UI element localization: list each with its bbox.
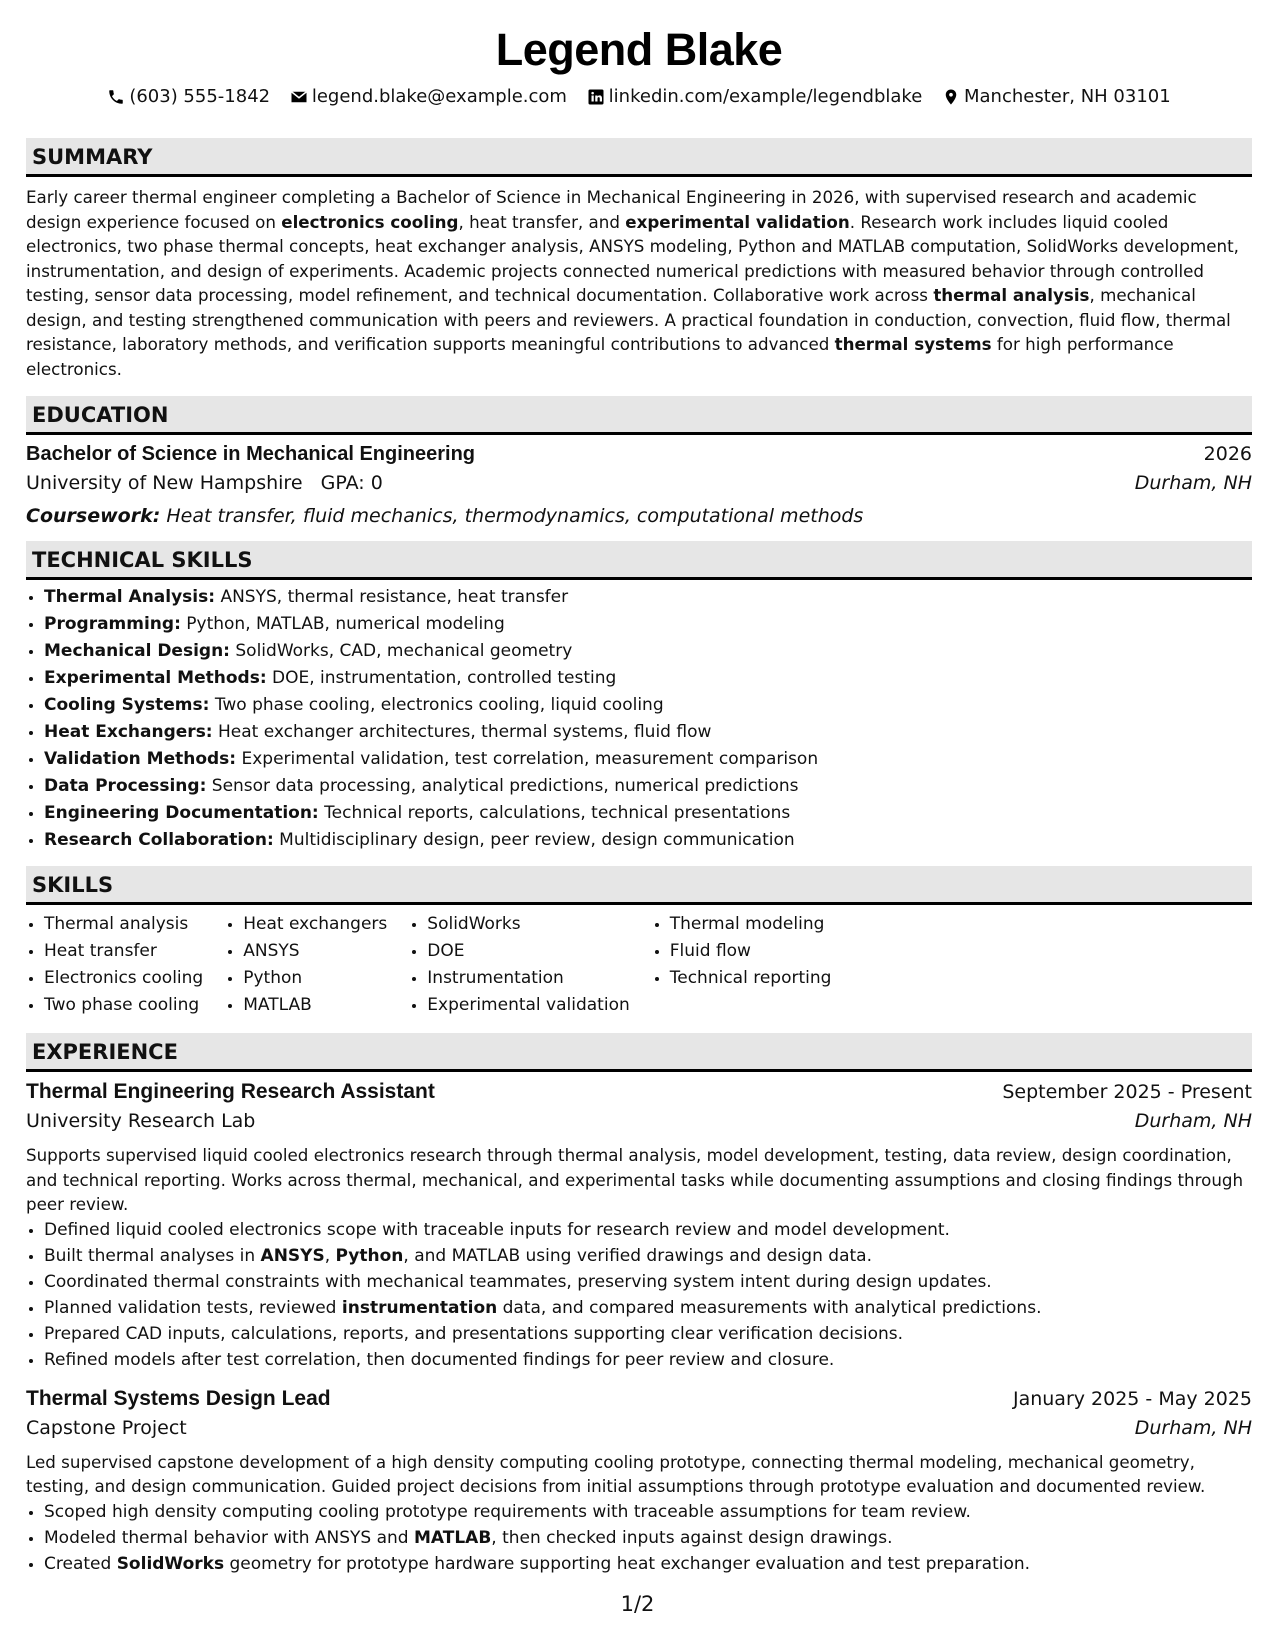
- text-run: Scoped high density computing cooling prototype requirements with traceable assumptions for team review.: [44, 1501, 971, 1522]
- bold-text: MATLAB: [413, 1527, 492, 1548]
- contact-line: [26, 82, 1252, 112]
- job-bullet: [44, 1499, 1252, 1525]
- experience-list: [26, 1080, 1252, 1577]
- skill-item: • Thermal modeling: [670, 911, 832, 938]
- location-text: Manchester, NH 03101: [964, 86, 1171, 107]
- text-run: . Research work includes liquid cooled electronics, two phase thermal concepts, heat exchanger analysis, ANSYS modeling, Python and MATLAB computation, SolidWorks development, instrumentation, and design of experiments. Academic projects connected numerical predictions with measured behavior through controlled testing, sensor data processing, model refinement, and technical documentation. Collaborative work across: [26, 211, 1239, 305]
- text-run: , and MATLAB using verified drawings and design data.: [403, 1245, 872, 1266]
- skill-category: Experimental Methods:: [44, 668, 267, 688]
- text-run: for high performance electronics.: [26, 334, 1174, 379]
- job-title: Thermal Engineering Research Assistant: [26, 1080, 435, 1103]
- skill-item: • DOE: [427, 938, 629, 965]
- job-entry: [26, 1080, 1252, 1373]
- technical-skills-heading: TECHNICAL SKILLS: [26, 541, 1252, 580]
- bold-text: ANSYS: [260, 1245, 325, 1266]
- bold-text: thermal analysis: [933, 285, 1090, 305]
- bold-text: SolidWorks: [116, 1553, 225, 1574]
- bold-text: experimental validation: [625, 211, 850, 232]
- envelope-icon: [290, 88, 308, 106]
- technical-skill-item: [44, 611, 1252, 638]
- technical-skill-item: [44, 719, 1252, 746]
- job-bullet: [44, 1347, 1252, 1373]
- job-dates: January 2025 - May 2025: [1012, 1387, 1252, 1410]
- job-bullets: [26, 1217, 1252, 1373]
- contact-email[interactable]: [290, 82, 567, 112]
- linkedin-text: linkedin.com/example/legendblake: [608, 86, 923, 107]
- skill-item: • Heat exchangers: [243, 911, 387, 938]
- skill-detail: ANSYS, thermal resistance, heat transfer: [215, 587, 569, 607]
- skill-item: • Two phase cooling: [44, 992, 203, 1019]
- bold-text: electronics cooling: [281, 211, 459, 232]
- map-pin-icon: [942, 88, 960, 106]
- skills-grid: [26, 911, 1252, 1019]
- text-run: Modeled thermal behavior with ANSYS and: [44, 1527, 414, 1548]
- bold-text: instrumentation: [341, 1297, 498, 1318]
- job-bullet: [44, 1551, 1252, 1577]
- technical-skill-item: [44, 665, 1252, 692]
- page-number: 1/2: [620, 1592, 655, 1616]
- job-bullets: [26, 1499, 1252, 1577]
- technical-skill-item: [44, 638, 1252, 665]
- text-run: , heat transfer, and: [458, 211, 626, 232]
- skill-item: • Thermal analysis: [44, 911, 203, 938]
- skill-item: • Fluid flow: [670, 938, 832, 965]
- technical-skill-item: [44, 773, 1252, 800]
- school-name: University of New Hampshire: [26, 472, 303, 494]
- skill-item: • Heat transfer: [44, 938, 203, 965]
- skill-detail: Two phase cooling, electronics cooling, liquid cooling: [209, 695, 664, 715]
- skill-item: • Electronics cooling: [44, 965, 203, 992]
- skill-category: Mechanical Design:: [44, 641, 230, 661]
- text-run: data, and compared measurements with analytical predictions.: [497, 1297, 1042, 1318]
- text-run: ,: [324, 1245, 336, 1266]
- school-location: Durham, NH: [1134, 472, 1252, 494]
- coursework-text: Heat transfer, fluid mechanics, thermodynamics, computational methods: [160, 505, 864, 527]
- technical-skill-item: [44, 827, 1252, 854]
- education-heading: EDUCATION: [26, 396, 1252, 435]
- job-title: Thermal Systems Design Lead: [26, 1386, 331, 1410]
- summary-heading: SUMMARY: [26, 138, 1252, 177]
- job-bullet: [44, 1295, 1252, 1321]
- candidate-name: Legend Blake: [495, 24, 783, 75]
- skills-column: [409, 911, 629, 1019]
- technical-skill-item: [44, 746, 1252, 773]
- skill-category: Programming:: [44, 614, 181, 634]
- job-bullet: [44, 1321, 1252, 1347]
- skill-detail: Python, MATLAB, numerical modeling: [180, 614, 505, 634]
- job-entry: [26, 1387, 1252, 1577]
- coursework-label: Coursework:: [26, 505, 161, 527]
- linkedin-icon: [587, 88, 605, 106]
- phone-text: (603) 555-1842: [129, 86, 271, 107]
- contact-linkedin[interactable]: [587, 82, 923, 112]
- text-run: Prepared CAD inputs, calculations, reports, and presentations supporting clear verification decisions.: [44, 1323, 904, 1344]
- job-location: Durham, NH: [1134, 1110, 1252, 1132]
- technical-skill-item: [44, 800, 1252, 827]
- bold-text: Python: [335, 1245, 404, 1266]
- skill-detail: Heat exchanger architectures, thermal systems, fluid flow: [212, 722, 712, 742]
- school-line: [26, 472, 383, 494]
- job-description: Supports supervised liquid cooled electronics research through thermal analysis, model development, testing, data review, design coordination, and technical reporting. Works across thermal, mechanical, and experimental tasks while documenting assumptions and closing findings through peer review.: [26, 1145, 1244, 1214]
- job-bullet: [44, 1269, 1252, 1295]
- resume-page: [26, 0, 1252, 1577]
- skill-item: • Python: [243, 965, 387, 992]
- coursework-line: [26, 501, 1252, 531]
- text-run: Built thermal analyses in: [44, 1245, 261, 1266]
- skill-item: • MATLAB: [243, 992, 387, 1019]
- job-bullet: [44, 1243, 1252, 1269]
- contact-phone: [107, 82, 270, 112]
- skills-column: [652, 911, 832, 1019]
- text-run: geometry for prototype hardware supporting heat exchanger evaluation and test preparation.: [224, 1553, 1031, 1574]
- degree-title: Bachelor of Science in Mechanical Engineering: [26, 443, 476, 465]
- gpa: GPA: 0: [320, 472, 383, 494]
- skill-item: • SolidWorks: [427, 911, 629, 938]
- job-organization: University Research Lab: [26, 1110, 256, 1132]
- job-dates: September 2025 - Present: [1002, 1081, 1252, 1103]
- summary-paragraph: [26, 185, 1252, 381]
- skill-category: Research Collaboration:: [44, 830, 274, 850]
- phone-icon: [107, 88, 125, 106]
- technical-skill-item: [44, 692, 1252, 719]
- education-entry: [26, 443, 1252, 531]
- skill-detail: SolidWorks, CAD, mechanical geometry: [229, 641, 573, 661]
- skill-item: • Technical reporting: [670, 965, 832, 992]
- text-run: Early career thermal engineer completing a Bachelor of Science in Mechanical Engineering in 2026, with supervised research and academic design experience focused on: [26, 187, 1197, 232]
- skill-category: Data Processing:: [44, 776, 207, 796]
- technical-skill-item: [44, 584, 1252, 611]
- job-description: Led supervised capstone development of a high density computing cooling prototype, connecting thermal modeling, mechanical geometry, testing, and design communication. Guided project decisions from initial assumptions through prototype evaluation and documented review.: [26, 1451, 1206, 1496]
- text-run: , mechanical design, and testing strengthened communication with peers and reviewers. A practical foundation in conduction, convection, fluid flow, thermal resistance, laboratory methods, and verification supports meaningful contributions to advanced: [26, 285, 1231, 354]
- skill-category: Cooling Systems:: [44, 695, 210, 715]
- skill-category: Heat Exchangers:: [44, 722, 213, 742]
- text-run: Created: [44, 1553, 117, 1574]
- job-location: Durham, NH: [1134, 1416, 1252, 1439]
- skill-item: • ANSYS: [243, 938, 387, 965]
- contact-location: [942, 82, 1171, 112]
- job-organization: Capstone Project: [26, 1416, 187, 1439]
- job-bullet: [44, 1525, 1252, 1551]
- email-text: legend.blake@example.com: [311, 86, 567, 107]
- skill-detail: DOE, instrumentation, controlled testing: [266, 668, 617, 688]
- skills-column: [225, 911, 387, 1019]
- bold-text: thermal systems: [834, 334, 992, 354]
- skills-column: [26, 911, 203, 1019]
- job-bullet: [44, 1217, 1252, 1243]
- skill-category: Validation Methods:: [44, 749, 237, 769]
- skill-detail: Experimental validation, test correlation, measurement comparison: [236, 749, 819, 769]
- skill-item: • Experimental validation: [427, 992, 629, 1019]
- text-run: , then checked inputs against design drawings.: [491, 1527, 893, 1548]
- skill-detail: Multidisciplinary design, peer review, design communication: [273, 830, 795, 850]
- skills-heading: SKILLS: [26, 866, 1252, 905]
- experience-heading: EXPERIENCE: [26, 1033, 1252, 1072]
- skill-category: Thermal Analysis:: [44, 587, 216, 607]
- text-run: Planned validation tests, reviewed: [44, 1297, 342, 1318]
- skill-detail: Sensor data processing, analytical predictions, numerical predictions: [206, 776, 799, 796]
- text-run: Coordinated thermal constraints with mechanical teammates, preserving system intent during design updates.: [44, 1271, 992, 1292]
- skill-detail: Technical reports, calculations, technical presentations: [318, 803, 791, 823]
- text-run: Defined liquid cooled electronics scope with traceable inputs for research review and model development.: [44, 1219, 950, 1240]
- text-run: Refined models after test correlation, then documented findings for peer review and closure.: [44, 1349, 835, 1370]
- skill-item: • Instrumentation: [427, 965, 629, 992]
- graduation-year: 2026: [1203, 443, 1252, 465]
- technical-skills-list: [26, 584, 1252, 854]
- skill-category: Engineering Documentation:: [44, 803, 319, 823]
